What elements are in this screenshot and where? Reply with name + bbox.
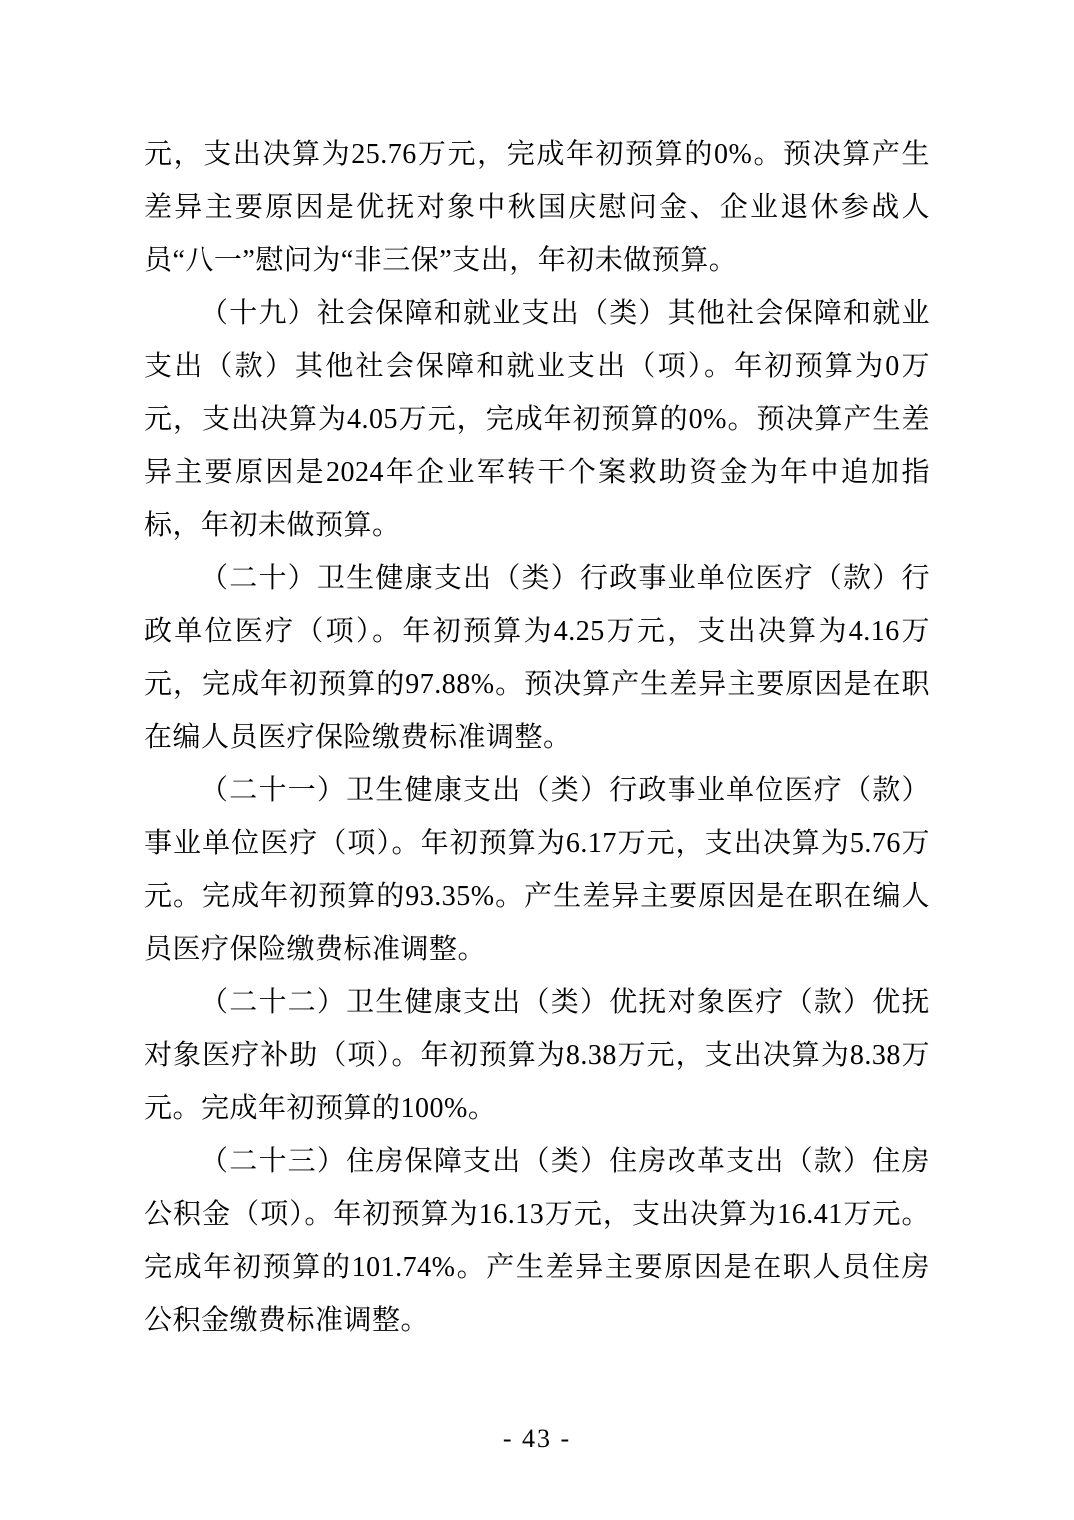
body-paragraph: （二十二）卫生健康支出（类）优抚对象医疗（款）优抚对象医疗补助（项）。年初预算为8.38万元，支出决算为8.38万元。完成年初预算的100%。 — [144, 987, 930, 1124]
body-paragraph: 元，支出决算为25.76万元，完成年初预算的0%。预决算产生差异主要原因是优抚对象中秋国庆慰问金、企业退休参战人员“八一”慰问为“非三保”支出，年初未做预算。 — [144, 139, 930, 276]
body-paragraph: （二十）卫生健康支出（类）行政事业单位医疗（款）行政单位医疗（项）。年初预算为4.25万元，支出决算为4.16万元，完成年初预算的97.88%。预决算产生差异主要原因是在职在编人员医疗保险缴费标准调整。 — [144, 563, 930, 753]
body-paragraph: （二十三）住房保障支出（类）住房改革支出（款）住房公积金（项）。年初预算为16.13万元，支出决算为16.41万元。完成年初预算的101.74%。产生差异主要原因是在职人员住房公积金缴费标准调整。 — [144, 1146, 930, 1336]
document-body — [144, 128, 930, 1347]
page-number: - 43 - — [502, 1424, 572, 1453]
body-paragraph: （二十一）卫生健康支出（类）行政事业单位医疗（款）事业单位医疗（项）。年初预算为6.17万元，支出决算为5.76万元。完成年初预算的93.35%。产生差异主要原因是在职在编人员医疗保险缴费标准调整。 — [144, 775, 930, 965]
body-paragraph: （十九）社会保障和就业支出（类）其他社会保障和就业支出（款）其他社会保障和就业支出（项）。年初预算为0万元，支出决算为4.05万元，完成年初预算的0%。预决算产生差异主要原因是2024年企业军转干个案救助资金为年中追加指标，年初未做预算。 — [144, 298, 930, 541]
